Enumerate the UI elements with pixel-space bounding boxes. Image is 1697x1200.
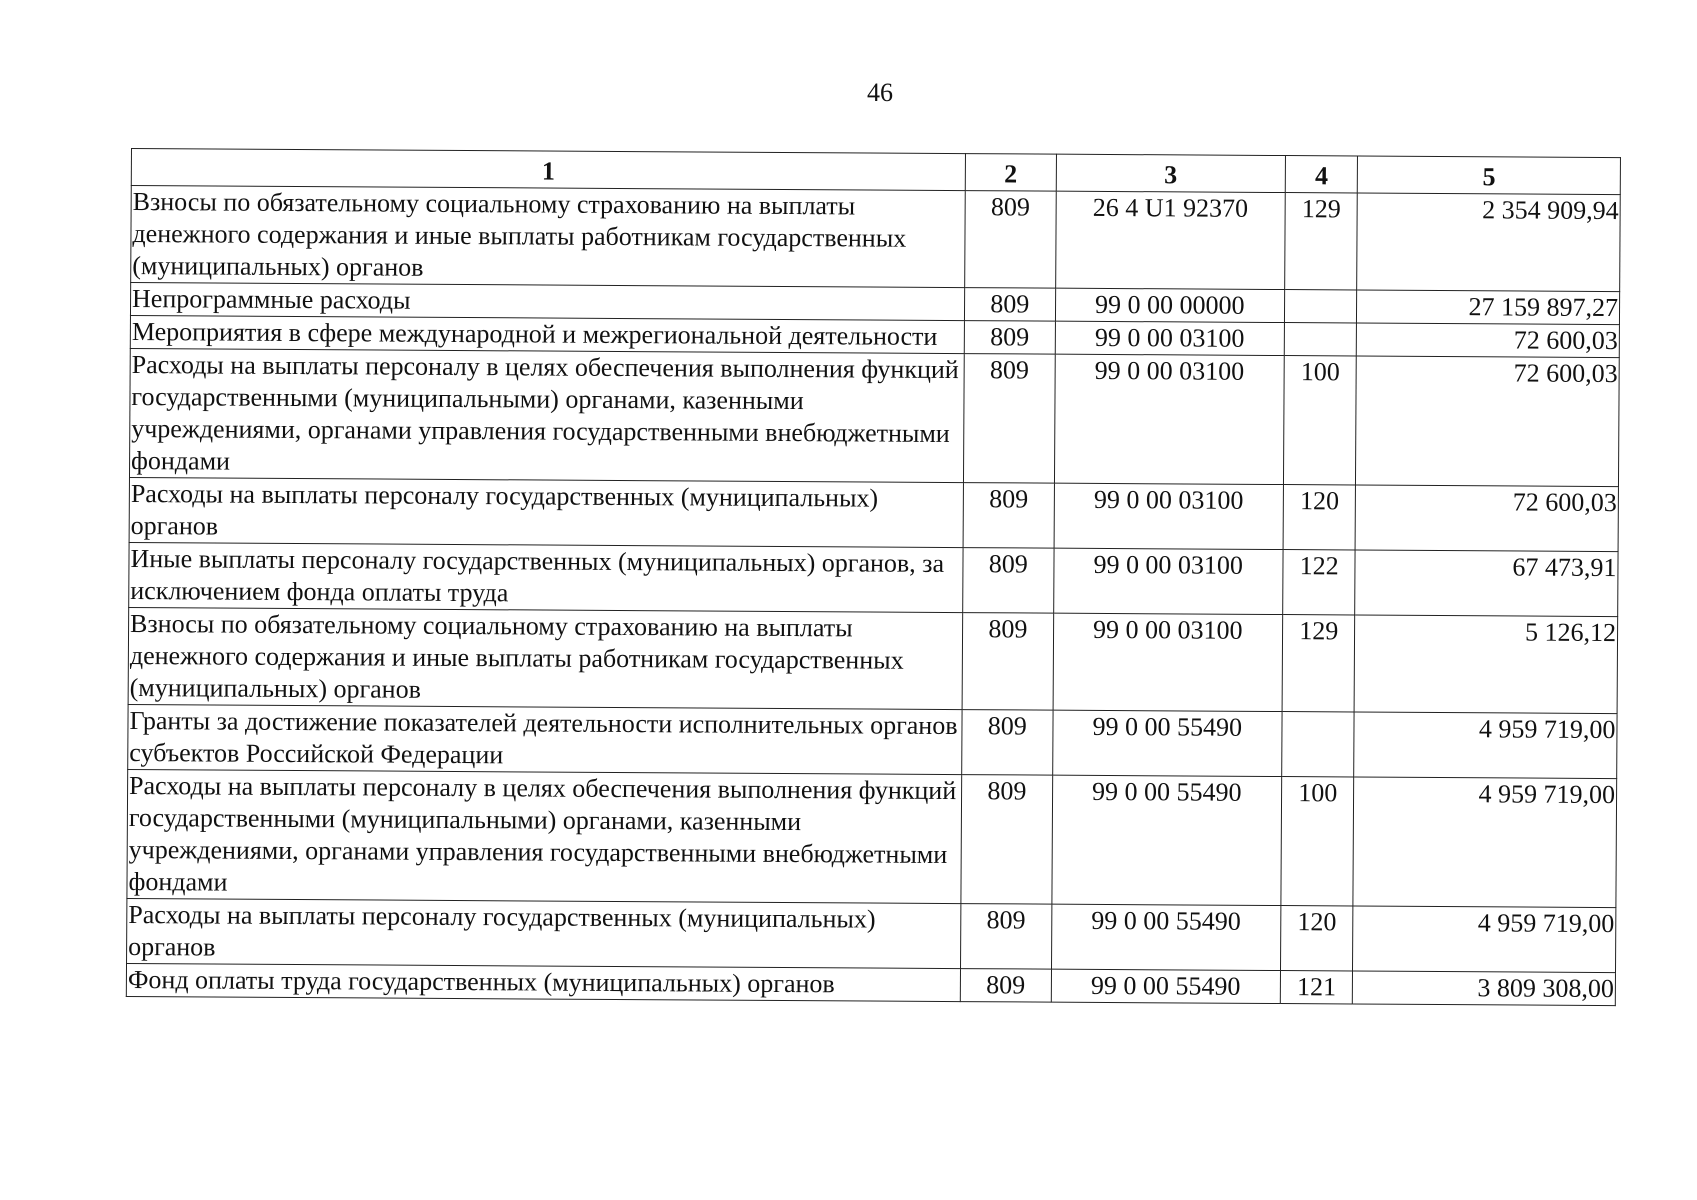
expense-type-cell: 122 [1283,550,1356,615]
expense-name-cell: Гранты за достижение показателей деятельности исполнительных органов субъектов Российской Федерации [128,704,962,774]
column-header: 4 [1285,156,1358,193]
table-row [128,607,1618,713]
amount-cell: 67 473,91 [1355,550,1618,617]
amount-cell: 2 354 909,94 [1357,193,1620,292]
expense-name-cell: Взносы по обязательному социальному страхованию на выплаты денежного содержания и иные выплаты работникам государственных (муниципальных) органов [131,186,966,288]
target-article-cell: 99 0 00 00000 [1055,288,1285,322]
amount-cell: 4 959 719,00 [1354,712,1617,779]
table-row [127,769,1617,907]
expense-name-cell: Непрограммные расходы [130,283,964,321]
department-code-cell: 809 [964,354,1055,484]
expense-name-cell: Мероприятия в сфере международной и межрегиональной деятельности [130,315,964,353]
target-article-cell: 99 0 00 03100 [1053,548,1283,614]
department-code-cell: 809 [962,613,1053,711]
department-code-cell: 809 [961,775,1052,905]
target-article-cell: 99 0 00 03100 [1053,613,1283,711]
expense-type-cell [1282,712,1355,777]
department-code-cell: 809 [965,191,1056,289]
department-code-cell: 809 [964,321,1055,355]
department-code-cell: 809 [960,969,1051,1003]
department-code-cell: 809 [963,483,1054,549]
expense-name-cell: Расходы на выплаты персоналу государственных (муниципальных) органов [129,477,963,547]
department-code-cell: 809 [964,288,1055,322]
target-article-cell: 99 0 00 55490 [1052,710,1282,776]
target-article-cell: 99 0 00 03100 [1054,354,1284,484]
column-header: 2 [965,154,1056,192]
expense-name-cell: Иные выплаты персоналу государственных (муниципальных) органов, за исключением фонда оплаты труда [129,542,963,612]
target-article-cell: 99 0 00 55490 [1051,904,1281,970]
expense-name-cell: Взносы по обязательному социальному страхованию на выплаты денежного содержания и иные выплаты работникам государственных (муниципальных) органов [128,607,963,709]
table-row [127,898,1616,972]
expense-type-cell: 120 [1280,906,1353,971]
amount-cell: 4 959 719,00 [1353,906,1616,973]
target-article-cell: 99 0 00 03100 [1054,483,1284,549]
amount-cell: 4 959 719,00 [1353,777,1616,908]
expense-type-cell: 129 [1282,615,1355,712]
department-code-cell: 809 [962,710,1053,776]
page-number: 46 [867,78,893,107]
expense-type-cell: 100 [1283,356,1356,485]
amount-cell: 72 600,03 [1356,356,1619,487]
expense-name-cell: Расходы на выплаты персоналу государственных (муниципальных) органов [127,898,961,968]
amount-cell: 5 126,12 [1354,615,1617,714]
column-header: 1 [131,149,965,191]
amount-cell: 72 600,03 [1355,485,1618,552]
target-article-cell: 99 0 00 55490 [1051,969,1281,1003]
column-header: 5 [1358,156,1621,195]
amount-cell: 3 809 308,00 [1353,971,1616,1006]
expense-type-cell [1284,323,1357,356]
expense-name-cell: Фонд оплаты труда государственных (муниципальных) органов [126,963,960,1001]
target-article-cell: 26 4 U1 92370 [1055,191,1285,289]
expense-type-cell [1284,290,1357,323]
expense-type-cell: 129 [1285,193,1358,290]
expense-name-cell: Расходы на выплаты персоналу в целях обеспечения выполнения функций государственными (муниципальными) органами, казенными учреждениями, органами управления государственными внебюджетными фондами [129,348,964,482]
expense-type-cell: 120 [1283,485,1356,550]
table-row [129,348,1619,486]
target-article-cell: 99 0 00 55490 [1051,775,1281,905]
expense-type-cell: 100 [1281,777,1354,906]
expense-type-cell: 121 [1280,971,1353,1004]
amount-cell: 27 159 897,27 [1357,290,1620,325]
department-code-cell: 809 [963,548,1054,614]
table-row [129,477,1618,551]
table-row [128,704,1617,778]
target-article-cell: 99 0 00 03100 [1055,321,1285,355]
column-header: 3 [1056,154,1286,192]
table-row [131,186,1621,292]
table-row [129,542,1618,616]
budget-table [126,148,1621,1006]
department-code-cell: 809 [961,904,1052,970]
expense-name-cell: Расходы на выплаты персоналу в целях обеспечения выполнения функций государственными (муниципальными) органами, казенными учреждениями, органами управления государственными внебюджетными фондами [127,769,962,903]
amount-cell: 72 600,03 [1357,323,1620,358]
